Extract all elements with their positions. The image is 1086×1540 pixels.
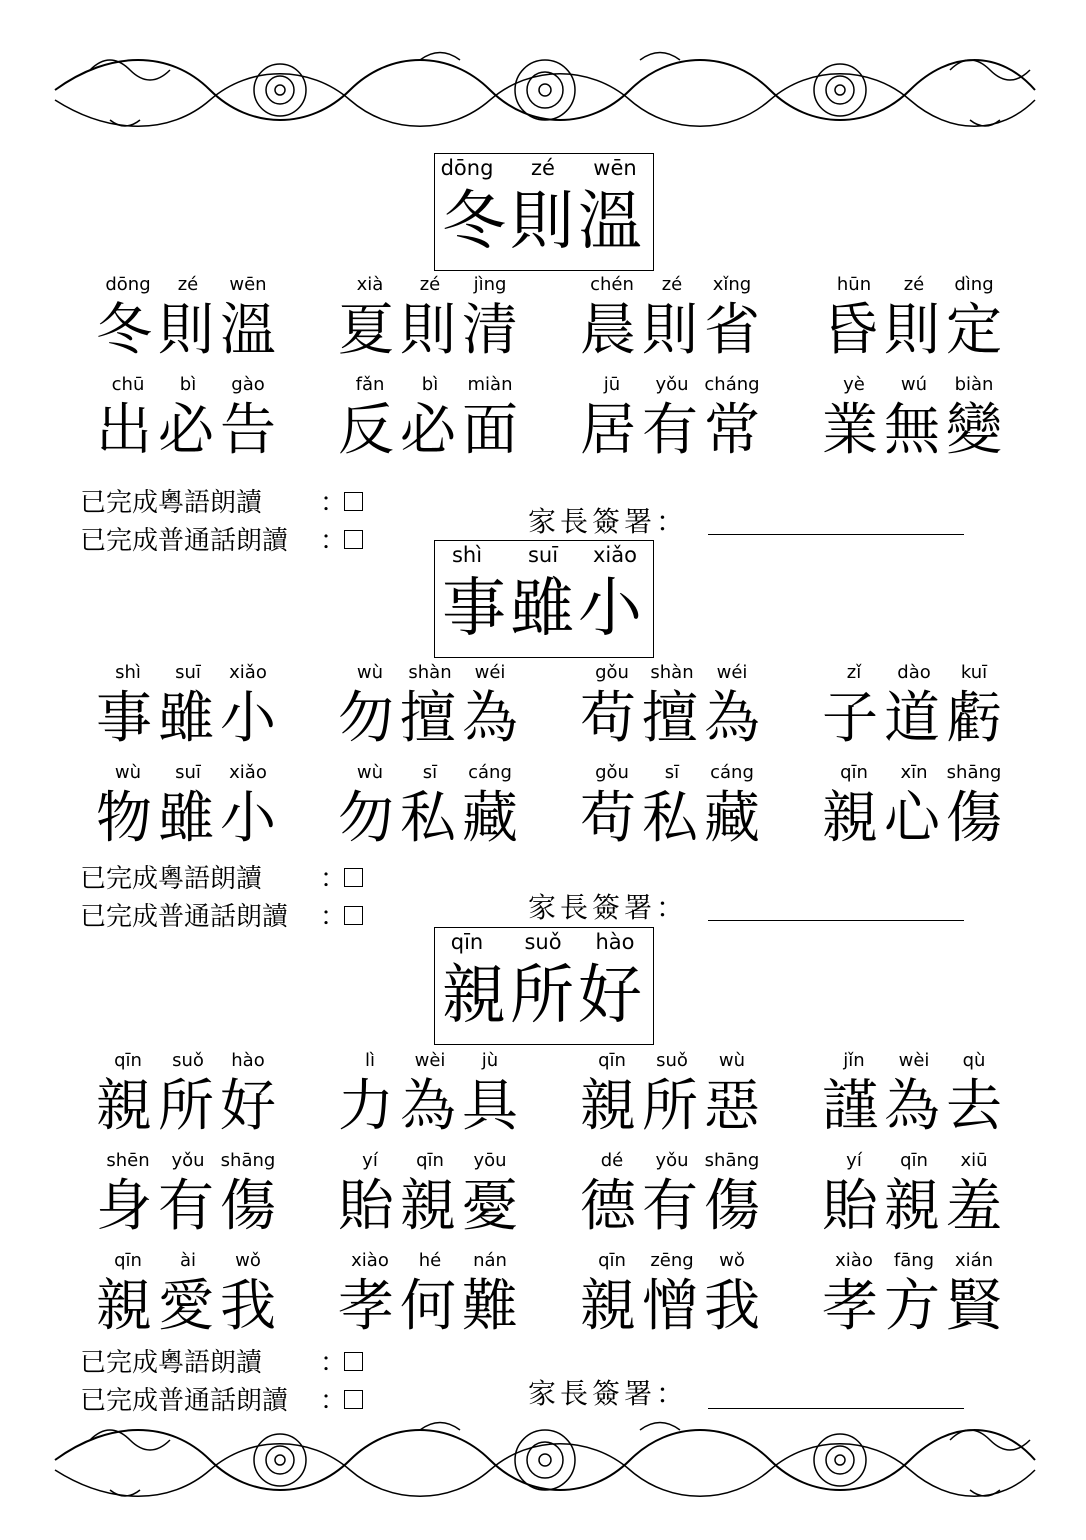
colon: ：: [320, 902, 347, 932]
pinyin-syllable: shì: [451, 543, 483, 567]
pinyin-syllable: yí: [846, 1150, 862, 1171]
pinyin-syllable: shāng: [946, 762, 1002, 783]
pinyin-syllable: miàn: [467, 374, 513, 395]
pinyin-syllable: zēng: [650, 1250, 694, 1271]
pinyin-syllable: hào: [231, 1050, 265, 1071]
verse-phrase: [338, 1248, 538, 1348]
cantonese-reading-check: [80, 1344, 347, 1382]
cantonese-reading-check: [80, 484, 347, 522]
pinyin-syllable: nán: [473, 1250, 507, 1271]
pinyin-syllable: xián: [954, 1250, 994, 1271]
pinyin-syllable: dōng: [105, 274, 151, 295]
cantonese-reading-check-label: 已完成粵語朗讀: [80, 864, 263, 894]
pinyin-syllable: suī: [527, 543, 559, 567]
phrase-pinyin: [580, 372, 780, 398]
pinyin-syllable: sī: [422, 762, 438, 783]
phrase-pinyin: [338, 372, 538, 398]
pinyin-syllable: kuī: [960, 662, 988, 683]
pinyin-syllable: wǒ: [235, 1250, 261, 1271]
pinyin-syllable: wèi: [414, 1050, 446, 1071]
pinyin-syllable: zé: [419, 274, 441, 295]
pinyin-syllable: jū: [603, 374, 621, 395]
pinyin-syllable: wù: [356, 662, 384, 683]
pinyin-syllable: wèi: [898, 1050, 930, 1071]
pinyin-syllable: yǒu: [655, 1150, 689, 1171]
pinyin-syllable: lì: [364, 1050, 375, 1071]
pinyin-syllable: fāng: [893, 1250, 935, 1271]
phrase-characters: 身有傷: [96, 1174, 282, 1239]
pinyin-syllable: suī: [175, 662, 201, 683]
parent-signature-line[interactable]: [708, 534, 964, 535]
verse-row: [0, 760, 1086, 860]
verse-phrase: [822, 660, 1022, 760]
pinyin-syllable: bì: [421, 374, 439, 395]
phrase-characters: 親心傷: [822, 786, 1008, 851]
pinyin-syllable: yōu: [473, 1150, 507, 1171]
pinyin-syllable: xiǎo: [229, 762, 267, 783]
pinyin-syllable: shàn: [650, 662, 694, 683]
pinyin-syllable: jù: [481, 1050, 499, 1071]
phrase-pinyin: [338, 1048, 538, 1074]
verse-phrase: [580, 1148, 780, 1248]
verse-phrase: [822, 760, 1022, 860]
phrase-characters: 業無變: [822, 398, 1008, 463]
verse-phrase: [96, 660, 296, 760]
phrase-pinyin: [580, 272, 780, 298]
verse-phrase: [580, 372, 780, 472]
pinyin-syllable: qīn: [840, 762, 868, 783]
phrase-characters: 居有常: [580, 398, 766, 463]
pinyin-syllable: cáng: [710, 762, 754, 783]
phrase-pinyin: [580, 660, 780, 686]
pinyin-syllable: zé: [531, 156, 555, 180]
pinyin-syllable: bì: [179, 374, 197, 395]
pinyin-syllable: wēn: [229, 274, 267, 295]
verse-phrase: [338, 272, 538, 372]
phrase-characters: 親所惡: [580, 1074, 766, 1139]
section-title: 冬則溫: [442, 185, 646, 259]
pinyin-syllable: zǐ: [846, 662, 862, 683]
phrase-characters: 晨則省: [580, 298, 766, 363]
phrase-pinyin: [96, 272, 296, 298]
pinyin-syllable: xiǎo: [593, 543, 637, 567]
phrase-characters: 孝方賢: [822, 1274, 1008, 1339]
phrase-pinyin: [580, 760, 780, 786]
section-title-box: [434, 540, 654, 658]
phrase-characters: 勿擅為: [338, 686, 524, 751]
phrase-characters: 子道虧: [822, 686, 1008, 751]
phrase-pinyin: [822, 660, 1022, 686]
phrase-characters: 冬則溫: [96, 298, 282, 363]
phrase-pinyin: [338, 760, 538, 786]
colon: ：: [320, 864, 347, 894]
cantonese-reading-check-checkbox[interactable]: [344, 868, 363, 887]
verse-phrase: [96, 760, 296, 860]
pinyin-syllable: qīn: [114, 1050, 142, 1071]
pinyin-syllable: xīn: [900, 762, 928, 783]
cantonese-reading-check-label: 已完成粵語朗讀: [80, 1348, 263, 1378]
phrase-characters: 謹為去: [822, 1074, 1008, 1139]
pinyin-syllable: qīn: [598, 1050, 626, 1071]
parent-signature-line[interactable]: [708, 920, 964, 921]
verse-phrase: [338, 372, 538, 472]
decorative-floral-border-top: [50, 40, 1040, 140]
decorative-floral-border-bottom: [50, 1410, 1040, 1510]
mandarin-reading-check: [80, 898, 347, 936]
phrase-pinyin: [822, 760, 1022, 786]
pinyin-syllable: wú: [900, 374, 928, 395]
pinyin-syllable: sī: [664, 762, 680, 783]
pinyin-syllable: zé: [903, 274, 925, 295]
verse-phrase: [96, 1148, 296, 1248]
verse-row: [0, 272, 1086, 372]
pinyin-syllable: wǒ: [719, 1250, 745, 1271]
pinyin-syllable: qīn: [450, 930, 484, 954]
verse-phrase: [822, 372, 1022, 472]
pinyin-syllable: shì: [115, 662, 141, 683]
phrase-characters: 苟擅為: [580, 686, 766, 751]
section-title-box: [434, 153, 654, 271]
section-title: 親所好: [442, 959, 646, 1033]
pinyin-syllable: hào: [595, 930, 635, 954]
phrase-characters: 反必面: [338, 398, 524, 463]
phrase-pinyin: [822, 1048, 1022, 1074]
reading-checklist: [80, 484, 347, 560]
phrase-pinyin: [580, 1048, 780, 1074]
pinyin-syllable: dé: [600, 1150, 624, 1171]
pinyin-syllable: gǒu: [595, 662, 629, 683]
title-pinyin: [435, 154, 653, 184]
phrase-pinyin: [96, 1248, 296, 1274]
phrase-pinyin: [580, 1148, 780, 1174]
verse-phrase: [338, 1048, 538, 1148]
verse-phrase: [822, 1248, 1022, 1348]
pinyin-syllable: suī: [175, 762, 201, 783]
pinyin-syllable: wù: [718, 1050, 746, 1071]
parent-signature-line[interactable]: [708, 1408, 964, 1409]
pinyin-syllable: hé: [418, 1250, 442, 1271]
mandarin-reading-check-checkbox[interactable]: [344, 1390, 363, 1409]
mandarin-reading-check: [80, 522, 347, 560]
pinyin-syllable: xiào: [351, 1250, 389, 1271]
verse-phrase: [580, 1248, 780, 1348]
cantonese-reading-check-checkbox[interactable]: [344, 1352, 363, 1371]
mandarin-reading-check-label: 已完成普通話朗讀: [80, 526, 289, 556]
pinyin-syllable: wéi: [474, 662, 506, 683]
phrase-pinyin: [96, 1048, 296, 1074]
phrase-pinyin: [96, 1148, 296, 1174]
verse-row: [0, 1148, 1086, 1248]
pinyin-syllable: qīn: [900, 1150, 928, 1171]
pinyin-syllable: zé: [177, 274, 199, 295]
pinyin-syllable: ài: [179, 1250, 197, 1271]
colon: ：: [320, 1348, 347, 1378]
phrase-pinyin: [822, 372, 1022, 398]
colon: ：: [320, 488, 347, 518]
pinyin-syllable: cháng: [704, 374, 760, 395]
phrase-pinyin: [96, 660, 296, 686]
pinyin-syllable: shāng: [704, 1150, 760, 1171]
pinyin-syllable: dōng: [440, 156, 494, 180]
pinyin-syllable: xiū: [960, 1150, 988, 1171]
cantonese-reading-check-checkbox[interactable]: [344, 492, 363, 511]
mandarin-reading-check-checkbox[interactable]: [344, 906, 363, 925]
phrase-pinyin: [338, 1248, 538, 1274]
pinyin-syllable: xià: [356, 274, 384, 295]
phrase-pinyin: [338, 1148, 538, 1174]
pinyin-syllable: shàn: [408, 662, 452, 683]
pinyin-syllable: jǐn: [843, 1050, 865, 1071]
phrase-characters: 貽親憂: [338, 1174, 524, 1239]
phrase-characters: 孝何難: [338, 1274, 524, 1339]
pinyin-syllable: xǐng: [712, 274, 752, 295]
cantonese-reading-check-label: 已完成粵語朗讀: [80, 488, 263, 518]
pinyin-syllable: suǒ: [524, 930, 562, 954]
pinyin-syllable: zé: [661, 274, 683, 295]
pinyin-syllable: gǒu: [595, 762, 629, 783]
mandarin-reading-check-checkbox[interactable]: [344, 530, 363, 549]
phrase-characters: 貽親羞: [822, 1174, 1008, 1239]
phrase-pinyin: [822, 1148, 1022, 1174]
pinyin-syllable: yǒu: [171, 1150, 205, 1171]
title-pinyin: [435, 928, 653, 958]
phrase-pinyin: [96, 372, 296, 398]
phrase-pinyin: [822, 272, 1022, 298]
section-title: 事雖小: [442, 572, 646, 646]
pinyin-syllable: xiǎo: [229, 662, 267, 683]
phrase-characters: 德有傷: [580, 1174, 766, 1239]
pinyin-syllable: hūn: [836, 274, 872, 295]
verse-phrase: [96, 1048, 296, 1148]
verse-row: [0, 1248, 1086, 1348]
verse-row: [0, 660, 1086, 760]
pinyin-syllable: qīn: [416, 1150, 444, 1171]
pinyin-syllable: shāng: [220, 1150, 276, 1171]
verse-phrase: [96, 372, 296, 472]
pinyin-syllable: yǒu: [655, 374, 689, 395]
pinyin-syllable: gào: [231, 374, 265, 395]
mandarin-reading-check-label: 已完成普通話朗讀: [80, 902, 289, 932]
phrase-pinyin: [96, 760, 296, 786]
pinyin-syllable: shēn: [106, 1150, 150, 1171]
pinyin-syllable: suǒ: [172, 1050, 204, 1071]
reading-checklist: [80, 1344, 347, 1420]
parent-signature-label: 家長簽署：: [528, 505, 689, 538]
pinyin-syllable: suǒ: [656, 1050, 688, 1071]
verse-phrase: [338, 660, 538, 760]
verse-phrase: [338, 760, 538, 860]
phrase-pinyin: [338, 272, 538, 298]
pinyin-syllable: wēn: [593, 156, 637, 180]
phrase-characters: 事雖小: [96, 686, 282, 751]
pinyin-syllable: chū: [111, 374, 145, 395]
title-pinyin: [435, 541, 653, 571]
cantonese-reading-check: [80, 860, 347, 898]
verse-phrase: [822, 1148, 1022, 1248]
verse-phrase: [822, 1048, 1022, 1148]
verse-phrase: [338, 1148, 538, 1248]
phrase-characters: 親所好: [96, 1074, 282, 1139]
pinyin-syllable: wéi: [716, 662, 748, 683]
pinyin-syllable: xiào: [835, 1250, 873, 1271]
pinyin-syllable: qù: [962, 1050, 986, 1071]
pinyin-syllable: qīn: [598, 1250, 626, 1271]
phrase-pinyin: [822, 1248, 1022, 1274]
phrase-characters: 物雖小: [96, 786, 282, 851]
mandarin-reading-check: [80, 1382, 347, 1420]
pinyin-syllable: yí: [362, 1150, 378, 1171]
phrase-pinyin: [338, 660, 538, 686]
verse-phrase: [580, 660, 780, 760]
verse-phrase: [822, 272, 1022, 372]
phrase-characters: 親憎我: [580, 1274, 766, 1339]
section-title-box: [434, 927, 654, 1045]
pinyin-syllable: fǎn: [355, 374, 385, 395]
phrase-characters: 出必告: [96, 398, 282, 463]
pinyin-syllable: wù: [114, 762, 142, 783]
parent-signature-label: 家長簽署：: [528, 1377, 689, 1410]
colon: ：: [320, 526, 347, 556]
pinyin-syllable: dào: [897, 662, 931, 683]
verse-phrase: [580, 760, 780, 860]
phrase-characters: 苟私藏: [580, 786, 766, 851]
phrase-characters: 親愛我: [96, 1274, 282, 1339]
pinyin-syllable: yè: [843, 374, 865, 395]
pinyin-syllable: qīn: [114, 1250, 142, 1271]
pinyin-syllable: dìng: [954, 274, 994, 295]
verse-phrase: [96, 272, 296, 372]
colon: ：: [320, 1386, 347, 1416]
phrase-pinyin: [580, 1248, 780, 1274]
reading-checklist: [80, 860, 347, 936]
pinyin-syllable: cáng: [468, 762, 512, 783]
pinyin-syllable: jìng: [473, 274, 507, 295]
pinyin-syllable: wù: [356, 762, 384, 783]
verse-row: [0, 1048, 1086, 1148]
phrase-characters: 昏則定: [822, 298, 1008, 363]
verse-row: [0, 372, 1086, 472]
mandarin-reading-check-label: 已完成普通話朗讀: [80, 1386, 289, 1416]
phrase-characters: 夏則清: [338, 298, 524, 363]
pinyin-syllable: biàn: [954, 374, 994, 395]
phrase-characters: 力為具: [338, 1074, 524, 1139]
pinyin-syllable: chén: [590, 274, 634, 295]
verse-phrase: [96, 1248, 296, 1348]
parent-signature-label: 家長簽署：: [528, 891, 689, 924]
verse-phrase: [580, 1048, 780, 1148]
verse-phrase: [580, 272, 780, 372]
phrase-characters: 勿私藏: [338, 786, 524, 851]
